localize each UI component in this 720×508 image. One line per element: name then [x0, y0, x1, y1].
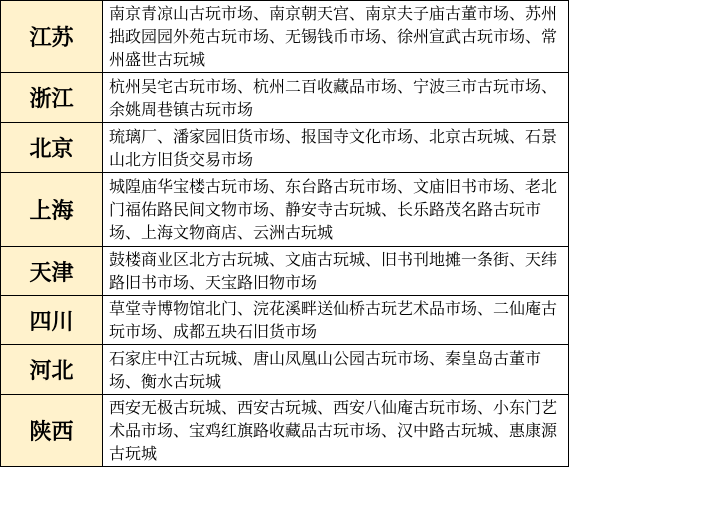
table-row: [1, 395, 569, 467]
market-list: 城隍庙华宝楼古玩市场、东台路古玩市场、文庙旧书市场、老北门福佑路民间文物市场、静安寺古玩城、长乐路茂名路古玩市场、上海文物商店、云洲古玩城: [103, 173, 569, 247]
market-list: 石家庄中江古玩城、唐山凤凰山公园古玩市场、秦皇岛古董市场、衡水古玩城: [103, 345, 569, 395]
table-row: [1, 173, 569, 247]
table-row: [1, 123, 569, 173]
province-name: 上海: [1, 173, 103, 247]
table-row: [1, 1, 569, 73]
province-name: 陕西: [1, 395, 103, 467]
table-row: [1, 345, 569, 395]
market-list: 西安无极古玩城、西安古玩城、西安八仙庵古玩市场、小东门艺术品市场、宝鸡红旗路收藏品古玩市场、汉中路古玩城、惠康源古玩城: [103, 395, 569, 467]
market-list: 草堂寺博物馆北门、浣花溪畔送仙桥古玩艺术品市场、二仙庵古玩市场、成都五块石旧货市场: [103, 296, 569, 345]
table-row: [1, 73, 569, 123]
market-list: 鼓楼商业区北方古玩城、文庙古玩城、旧书刊地摊一条街、天纬路旧书市场、天宝路旧物市场: [103, 247, 569, 296]
province-name: 江苏: [1, 1, 103, 73]
table-row: [1, 296, 569, 345]
province-name: 北京: [1, 123, 103, 173]
market-list: 南京青凉山古玩市场、南京朝天宫、南京夫子庙古董市场、苏州拙政园园外苑古玩市场、无锡钱币市场、徐州宣武古玩市场、常州盛世古玩城: [103, 1, 569, 73]
province-name: 四川: [1, 296, 103, 345]
province-name: 河北: [1, 345, 103, 395]
table-row: [1, 247, 569, 296]
province-name: 天津: [1, 247, 103, 296]
province-name: 浙江: [1, 73, 103, 123]
market-list: 杭州吴宅古玩市场、杭州二百收藏品市场、宁波三市古玩市场、余姚周巷镇古玩市场: [103, 73, 569, 123]
market-list: 琉璃厂、潘家园旧货市场、报国寺文化市场、北京古玩城、石景山北方旧货交易市场: [103, 123, 569, 173]
